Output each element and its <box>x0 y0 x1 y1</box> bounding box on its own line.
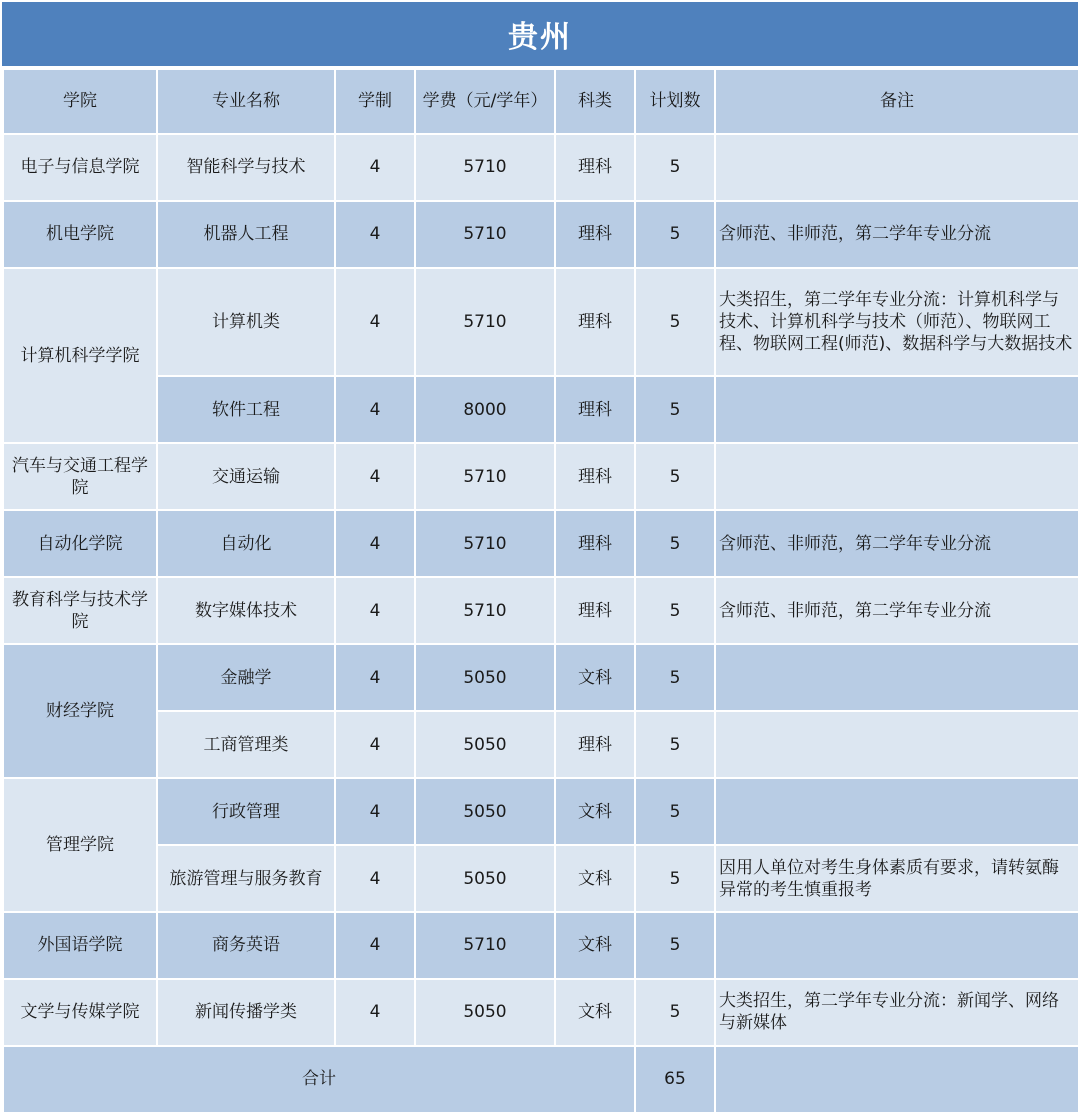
cell-plan: 5 <box>636 202 714 267</box>
cell-category: 文科 <box>556 645 634 710</box>
cell-category: 理科 <box>556 202 634 267</box>
cell-plan: 5 <box>636 269 714 376</box>
total-note <box>716 1047 1078 1112</box>
cell-note <box>716 135 1078 200</box>
cell-fee: 5050 <box>416 712 554 777</box>
table-row <box>4 444 1078 509</box>
total-plan: 65 <box>636 1047 714 1112</box>
cell-fee: 5050 <box>416 645 554 710</box>
cell-years: 4 <box>336 913 414 978</box>
cell-fee: 5710 <box>416 511 554 576</box>
cell-fee: 5050 <box>416 779 554 844</box>
cell-fee: 5050 <box>416 980 554 1045</box>
cell-years: 4 <box>336 444 414 509</box>
table-row <box>4 578 1078 643</box>
cell-plan: 5 <box>636 712 714 777</box>
cell-college: 机电学院 <box>4 202 156 267</box>
cell-note <box>716 444 1078 509</box>
cell-fee: 5710 <box>416 444 554 509</box>
cell-major: 机器人工程 <box>158 202 334 267</box>
cell-major: 商务英语 <box>158 913 334 978</box>
table-row <box>4 913 1078 978</box>
cell-fee: 5710 <box>416 202 554 267</box>
cell-note: 含师范、非师范，第二学年专业分流 <box>716 202 1078 267</box>
cell-category: 文科 <box>556 913 634 978</box>
cell-note <box>716 712 1078 777</box>
cell-plan: 5 <box>636 980 714 1045</box>
table-row <box>4 135 1078 200</box>
cell-fee: 5710 <box>416 269 554 376</box>
cell-college: 电子与信息学院 <box>4 135 156 200</box>
cell-years: 4 <box>336 511 414 576</box>
cell-note: 大类招生，第二学年专业分流：计算机科学与技术、计算机科学与技术（师范）、物联网工程、物联网工程(师范)、数据科学与大数据技术 <box>716 269 1078 376</box>
cell-college: 外国语学院 <box>4 913 156 978</box>
cell-plan: 5 <box>636 511 714 576</box>
cell-major: 新闻传播学类 <box>158 980 334 1045</box>
cell-category: 文科 <box>556 846 634 911</box>
cell-college: 财经学院 <box>4 645 156 777</box>
cell-major: 数字媒体技术 <box>158 578 334 643</box>
cell-category: 理科 <box>556 135 634 200</box>
cell-category: 理科 <box>556 269 634 376</box>
cell-years: 4 <box>336 779 414 844</box>
cell-fee: 8000 <box>416 377 554 442</box>
cell-major: 自动化 <box>158 511 334 576</box>
table-row <box>4 269 1078 376</box>
header-plan: 计划数 <box>636 70 714 133</box>
cell-fee: 5710 <box>416 135 554 200</box>
cell-fee: 5710 <box>416 913 554 978</box>
cell-years: 4 <box>336 712 414 777</box>
table-row <box>4 779 1078 844</box>
cell-category: 文科 <box>556 980 634 1045</box>
cell-years: 4 <box>336 269 414 376</box>
cell-plan: 5 <box>636 578 714 643</box>
cell-plan: 5 <box>636 779 714 844</box>
cell-college: 教育科学与技术学院 <box>4 578 156 643</box>
header-major: 专业名称 <box>158 70 334 133</box>
cell-college: 文学与传媒学院 <box>4 980 156 1045</box>
cell-fee: 5710 <box>416 578 554 643</box>
cell-years: 4 <box>336 846 414 911</box>
cell-plan: 5 <box>636 913 714 978</box>
total-label: 合计 <box>4 1047 634 1112</box>
cell-major: 计算机类 <box>158 269 334 376</box>
table-row <box>4 511 1078 576</box>
table-row <box>4 846 1078 911</box>
table-row <box>4 645 1078 710</box>
cell-plan: 5 <box>636 135 714 200</box>
cell-major: 行政管理 <box>158 779 334 844</box>
cell-years: 4 <box>336 377 414 442</box>
cell-major: 智能科学与技术 <box>158 135 334 200</box>
cell-plan: 5 <box>636 377 714 442</box>
cell-note: 含师范、非师范，第二学年专业分流 <box>716 511 1078 576</box>
cell-note: 大类招生，第二学年专业分流：新闻学、网络与新媒体 <box>716 980 1078 1045</box>
cell-note: 含师范、非师范，第二学年专业分流 <box>716 578 1078 643</box>
header-years: 学制 <box>336 70 414 133</box>
cell-category: 理科 <box>556 578 634 643</box>
cell-college: 计算机科学学院 <box>4 269 156 443</box>
header-row <box>4 70 1078 133</box>
cell-plan: 5 <box>636 645 714 710</box>
page-title: 贵州 <box>2 2 1078 66</box>
table-row <box>4 202 1078 267</box>
cell-category: 理科 <box>556 712 634 777</box>
cell-category: 理科 <box>556 511 634 576</box>
total-row <box>4 1047 1078 1112</box>
header-fee: 学费（元/学年） <box>416 70 554 133</box>
header-college: 学院 <box>4 70 156 133</box>
cell-fee: 5050 <box>416 846 554 911</box>
cell-plan: 5 <box>636 444 714 509</box>
cell-note <box>716 645 1078 710</box>
cell-note: 因用人单位对考生身体素质有要求，请转氨酶异常的考生慎重报考 <box>716 846 1078 911</box>
cell-note <box>716 377 1078 442</box>
cell-years: 4 <box>336 578 414 643</box>
cell-note <box>716 913 1078 978</box>
cell-category: 理科 <box>556 377 634 442</box>
header-note: 备注 <box>716 70 1078 133</box>
cell-major: 金融学 <box>158 645 334 710</box>
table-row <box>4 712 1078 777</box>
cell-category: 理科 <box>556 444 634 509</box>
cell-category: 文科 <box>556 779 634 844</box>
plan-table <box>2 68 1080 1114</box>
cell-major: 工商管理类 <box>158 712 334 777</box>
cell-major: 软件工程 <box>158 377 334 442</box>
cell-plan: 5 <box>636 846 714 911</box>
cell-college: 自动化学院 <box>4 511 156 576</box>
cell-years: 4 <box>336 202 414 267</box>
table-row <box>4 377 1078 442</box>
table-row <box>4 980 1078 1045</box>
cell-college: 汽车与交通工程学院 <box>4 444 156 509</box>
cell-major: 旅游管理与服务教育 <box>158 846 334 911</box>
cell-years: 4 <box>336 645 414 710</box>
cell-years: 4 <box>336 980 414 1045</box>
header-category: 科类 <box>556 70 634 133</box>
cell-years: 4 <box>336 135 414 200</box>
cell-note <box>716 779 1078 844</box>
cell-major: 交通运输 <box>158 444 334 509</box>
cell-college: 管理学院 <box>4 779 156 911</box>
